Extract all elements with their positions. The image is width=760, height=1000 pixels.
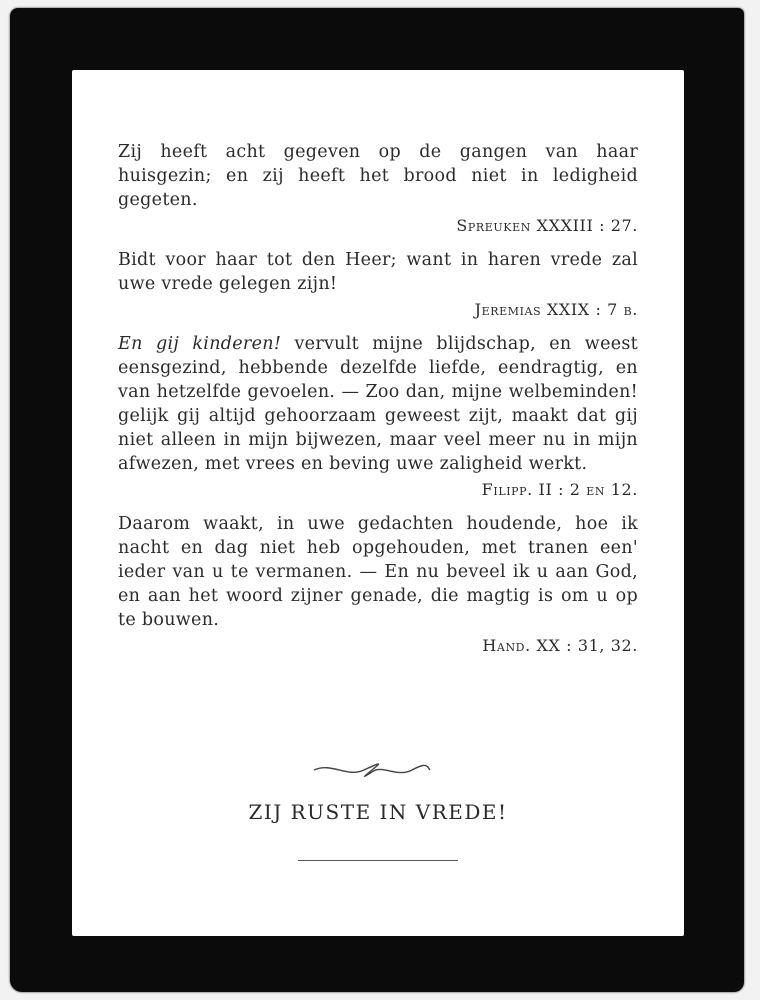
verse-3-italic-opening: En gij kinderen! xyxy=(118,334,282,354)
verse-1-reference: Spreuken XXXIII : 27. xyxy=(456,216,638,235)
verse-3-reference: Filipp. II : 2 en 12. xyxy=(481,480,638,499)
verse-4-text: Daarom waakt, in uwe gedachten houdende, hoe ik nacht en dag niet heb opgehouden, met tranen een' ieder van u te vermanen. — En nu beveel ik u aan God, en aan het woord zijner genade, die magtig is om u op te bouwen. xyxy=(118,514,638,630)
verse-4-reference: Hand. XX : 31, 32. xyxy=(482,636,638,655)
ornament-divider xyxy=(312,760,432,780)
verse-2-reference: Jeremias XXIX : 7 b. xyxy=(474,300,638,319)
bottom-rule xyxy=(298,860,458,861)
verse-2 xyxy=(118,248,638,296)
verses-block xyxy=(118,140,638,668)
verse-1-text: Zij heeft acht gegeven op de gangen van haar huisgezin; en zij heeft het brood niet in ledigheid gegeten. xyxy=(118,142,638,210)
verse-2-text: Bidt voor haar tot den Heer; want in haren vrede zal uwe vrede gelegen zijn! xyxy=(118,250,638,294)
verse-3 xyxy=(118,332,638,476)
closing-line: ZIJ RUSTE IN VREDE! xyxy=(248,800,508,824)
verse-1 xyxy=(118,140,638,212)
text-panel xyxy=(72,70,684,936)
verse-4 xyxy=(118,512,638,632)
memorial-card xyxy=(10,8,744,992)
verse-3-text: vervult mijne blijdschap, en weest eensgezind, hebbende dezelfde liefde, eendragtig, en van hetzelfde gevoelen. — Zoo dan, mijne welbeminden! gelijk gij altijd gehoorzaam geweest zijt, maakt dat gij niet alleen in mijn bijwezen, maar veel meer nu in mijn afwezen, met vrees en beving uwe zaligheid werkt. xyxy=(118,334,638,474)
